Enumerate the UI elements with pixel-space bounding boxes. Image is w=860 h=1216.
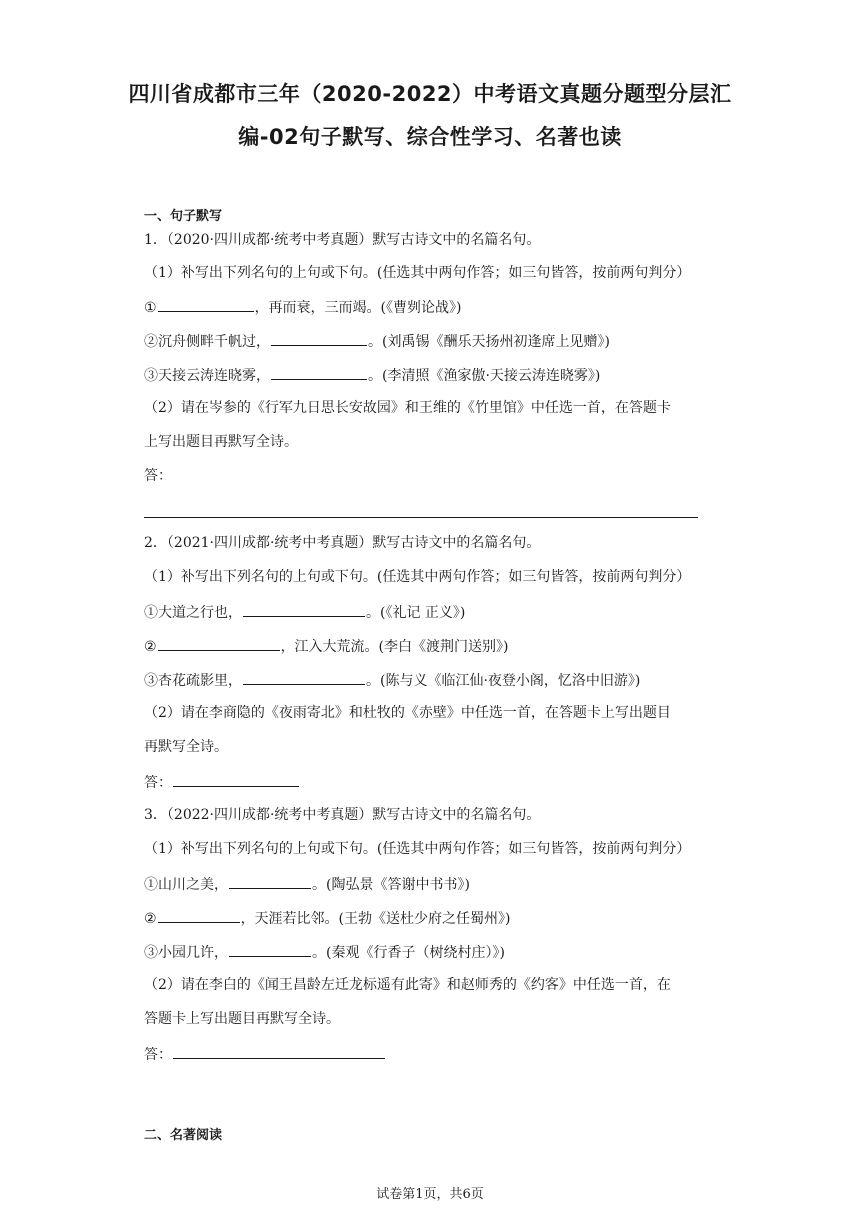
answer-blank[interactable]: [243, 603, 365, 617]
question-part-2-continued: 再默写全诗。: [144, 739, 228, 755]
question-part-2-continued: 答题卡上写出题目再默写全诗。: [144, 1011, 340, 1027]
fill-item-suffix: 。(陈与义《临江仙·夜登小阁，忆洛中旧游》): [366, 673, 641, 689]
question-stem: 2．（2021·四川成都·统考中考真题）默写古诗文中的名篇名句。: [144, 535, 541, 551]
page-footer: 试卷第1页，共6页: [376, 1187, 484, 1202]
answer-label: 答：: [144, 1047, 172, 1063]
answer-blank[interactable]: [158, 298, 254, 312]
document-title-line-2: 编-02句子默写、综合性学习、名著也读: [238, 125, 622, 149]
fill-item: [144, 637, 509, 655]
fill-item-prefix: ③杏花疏影里，: [144, 673, 242, 689]
fill-item-prefix: ②: [144, 911, 157, 927]
answer-label: 答：: [144, 468, 172, 484]
question-part-2-continued: 上写出题目再默写全诗。: [144, 434, 298, 450]
question-part-1: （1）补写出下列名句的上句或下句。(任选其中两句作答；如三句皆答，按前两句判分）: [144, 569, 691, 585]
fill-item: [144, 366, 600, 384]
question-stem: 1．（2020·四川成都·统考中考真题）默写古诗文中的名篇名句。: [144, 232, 541, 248]
fill-item: [144, 332, 610, 350]
answer-blank[interactable]: [158, 909, 240, 923]
answer-blank[interactable]: [173, 1045, 385, 1059]
fill-item: [144, 671, 640, 689]
answer-blank[interactable]: [173, 773, 299, 787]
fill-item-suffix: 。(陶弘景《答谢中书书》): [312, 877, 470, 893]
answer-row: [144, 1045, 386, 1063]
answer-row: [144, 773, 300, 791]
fill-item: [144, 909, 511, 927]
fill-item-suffix: ，江入大荒流。(李白《渡荆门送别》): [280, 639, 509, 655]
fill-item-suffix: ，再而衰，三而竭。(《曹刿论战》): [254, 300, 462, 316]
fill-item-prefix: ②: [144, 639, 157, 655]
section-heading: 二、名著阅读: [144, 1128, 223, 1143]
fill-item-suffix: ，天涯若比邻。(王勃《送杜少府之任蜀州》): [240, 911, 511, 927]
answer-blank[interactable]: [243, 671, 365, 685]
question-part-2: （2）请在李商隐的《夜雨寄北》和杜牧的《赤壁》中任选一首，在答题卡上写出题目: [144, 705, 671, 721]
fill-item-suffix: 。(秦观《行香子（树绕村庄）》): [312, 945, 505, 961]
document-title-line-1: 四川省成都市三年（2020-2022）中考语文真题分题型分层汇: [128, 82, 732, 106]
fill-item-suffix: 。(刘禹锡《酬乐天扬州初逢席上见赠》): [368, 334, 610, 350]
fill-item: [144, 603, 465, 621]
question-stem: 3．（2022·四川成都·统考中考真题）默写古诗文中的名篇名句。: [144, 807, 541, 823]
fill-item-prefix: ①大道之行也，: [144, 605, 242, 621]
answer-label: 答：: [144, 775, 172, 791]
fill-item-suffix: 。(李清照《渔家傲·天接云涛连晓雾》): [368, 368, 601, 384]
fill-item-prefix: ①山川之美，: [144, 877, 228, 893]
answer-blank[interactable]: [229, 943, 311, 957]
fill-item-prefix: ②沉舟侧畔千帆过，: [144, 334, 270, 350]
section-heading: 一、句子默写: [144, 209, 223, 224]
fill-item: [144, 875, 470, 893]
question-part-2: （2）请在李白的《闻王昌龄左迁龙标遥有此寄》和赵师秀的《约客》中任选一首，在: [144, 977, 671, 993]
fill-item: [144, 298, 462, 316]
question-part-1: （1）补写出下列名句的上句或下句。(任选其中两句作答；如三句皆答，按前两句判分）: [144, 841, 691, 857]
answer-blank[interactable]: [271, 366, 367, 380]
fill-item-suffix: 。(《礼记 正义》): [366, 605, 466, 621]
fill-item-prefix: ①: [144, 300, 157, 316]
question-part-2: （2）请在岑参的《行军九日思长安故园》和王维的《竹里馆》中任选一首，在答题卡: [144, 400, 671, 416]
fill-item-prefix: ③天接云涛连晓雾，: [144, 368, 270, 384]
answer-blank[interactable]: [271, 332, 367, 346]
fill-item-prefix: ③小园几许，: [144, 945, 228, 961]
answer-blank[interactable]: [229, 875, 311, 889]
answer-line[interactable]: [144, 517, 698, 518]
fill-item: [144, 943, 505, 961]
answer-blank[interactable]: [158, 637, 280, 651]
question-part-1: （1）补写出下列名句的上句或下句。(任选其中两句作答；如三句皆答，按前两句判分）: [144, 265, 691, 281]
